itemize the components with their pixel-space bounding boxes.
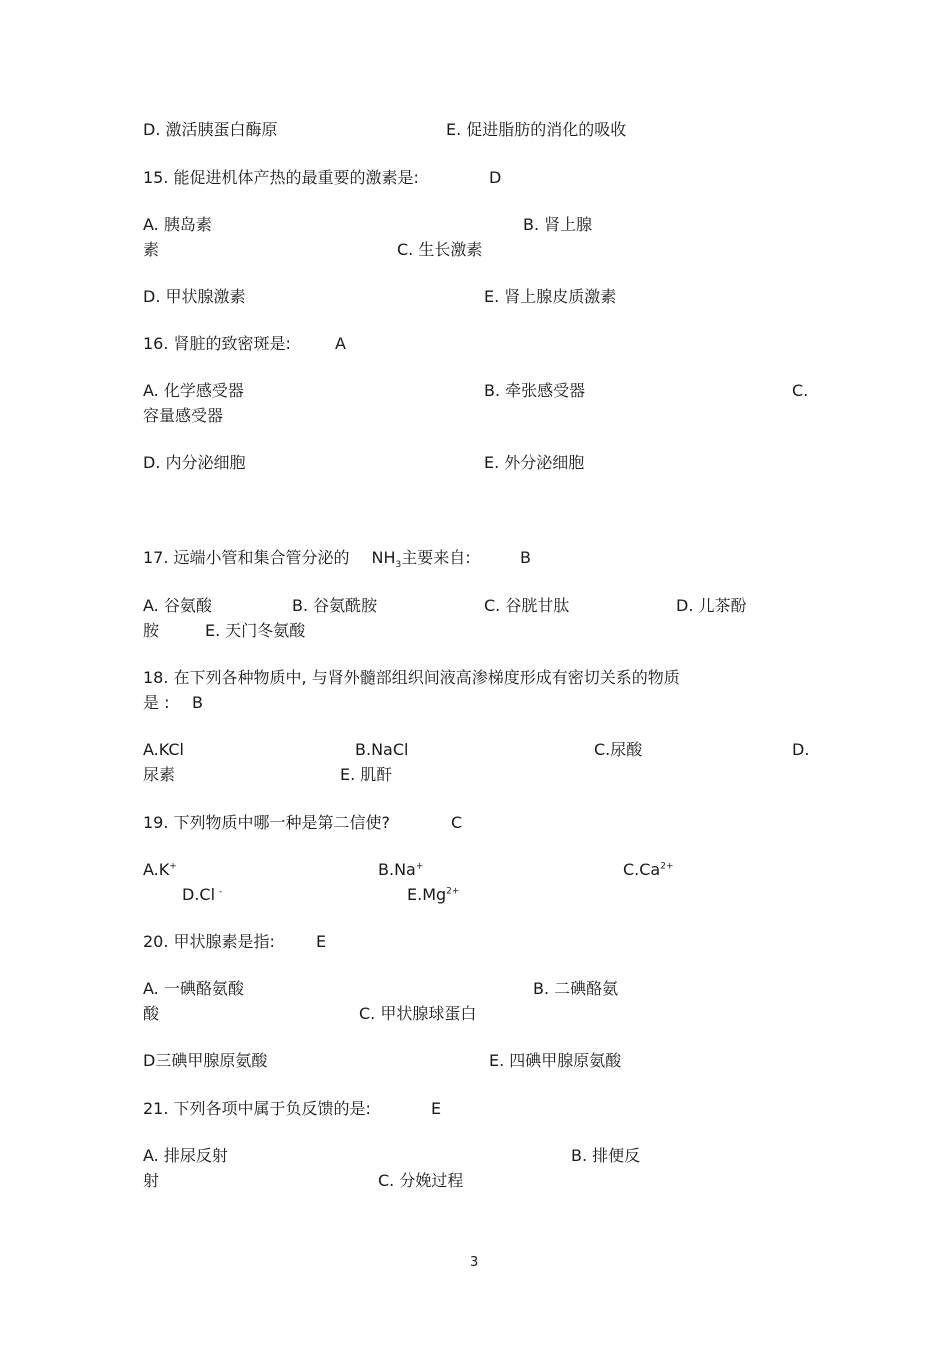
q17-option-d: D. 儿茶酚 — [676, 596, 747, 615]
q20-option-a: A. 一碘酪氨酸 — [143, 979, 244, 998]
q21-option-c: C. 分娩过程 — [378, 1171, 464, 1190]
q16-stem: 16. 肾脏的致密斑是: — [143, 334, 291, 353]
q16-option-a: A. 化学感受器 — [143, 381, 244, 400]
q16-option-c: C. — [792, 381, 809, 400]
q19-option-d: D.Cl - — [182, 885, 223, 904]
q18-option-b: B.NaCl — [355, 740, 409, 759]
q18-answer: B — [192, 693, 203, 712]
q15-answer: D — [489, 168, 502, 187]
q19-answer: C — [451, 813, 463, 832]
q18-option-c: C.尿酸 — [594, 740, 643, 759]
q17-option-b: B. 谷氨酰胺 — [292, 596, 378, 615]
q16-option-d: D. 内分泌细胞 — [143, 453, 246, 472]
q17-option-d-cont: 胺 — [143, 621, 160, 640]
q17-stem: 17. 远端小管和集合管分泌的 $NH_3$主要来自: — [143, 548, 471, 571]
q14-option-e: E. 促进脂肪的消化的吸收 — [446, 120, 627, 139]
q18-stem-line2: 是 : — [143, 693, 170, 712]
q19-option-b: B.Na+ — [378, 860, 424, 879]
q19-option-c: $C.Ca^{2+}$ — [623, 860, 674, 879]
q20-option-c: C. 甲状腺球蛋白 — [359, 1004, 477, 1023]
q18-option-e: E. 肌酐 — [340, 765, 393, 784]
q15-option-e: E. 肾上腺皮质激素 — [484, 287, 617, 306]
q17-answer: B — [520, 548, 531, 567]
q18-option-d-cont: 尿素 — [143, 765, 176, 784]
q14-option-d: D. 激活胰蛋白酶原 — [143, 120, 278, 139]
q18-option-a: A.KCl — [143, 740, 184, 759]
q15-option-c: C. 生长激素 — [397, 240, 483, 259]
q15-option-b-cont: 素 — [143, 240, 160, 259]
q19-option-e: $E.Mg^{2+}$ — [407, 885, 460, 904]
q16-option-c-cont: 容量感受器 — [143, 406, 224, 425]
q15-option-b: B. 肾上腺 — [523, 215, 593, 234]
q19-stem: 19. 下列物质中哪一种是第二信使? — [143, 813, 391, 832]
q18-option-d: D. — [792, 740, 810, 759]
q20-stem: 20. 甲状腺素是指: — [143, 932, 275, 951]
page-number: 3 — [470, 1255, 479, 1270]
q16-answer: A — [335, 334, 346, 353]
q17-option-e: E. 天门冬氨酸 — [205, 621, 306, 640]
q21-stem: 21. 下列各项中属于负反馈的是: — [143, 1099, 371, 1118]
q17-option-a: A. 谷氨酸 — [143, 596, 212, 615]
q19-option-a: A.K+ — [143, 860, 177, 879]
q21-answer: E — [431, 1099, 442, 1118]
q20-option-e: E. 四碘甲腺原氨酸 — [489, 1051, 622, 1070]
q20-option-b-cont: 酸 — [143, 1004, 160, 1023]
q20-option-d: D三碘甲腺原氨酸 — [143, 1051, 268, 1070]
q20-option-b: B. 二碘酪氨 — [533, 979, 619, 998]
q17-option-c: C. 谷胱甘肽 — [484, 596, 570, 615]
q16-option-b: B. 牵张感受器 — [484, 381, 586, 400]
q21-option-b-cont: 射 — [143, 1171, 160, 1190]
q18-stem-line1: 18. 在下列各种物质中, 与肾外髓部组织间液高渗梯度形成有密切关系的物质 — [143, 668, 680, 687]
q15-stem: 15. 能促进机体产热的最重要的激素是: — [143, 168, 419, 187]
q15-option-d: D. 甲状腺激素 — [143, 287, 246, 306]
q21-option-a: A. 排尿反射 — [143, 1146, 228, 1165]
q20-answer: E — [316, 932, 327, 951]
q16-option-e: E. 外分泌细胞 — [484, 453, 585, 472]
q21-option-b: B. 排便反 — [571, 1146, 641, 1165]
q15-option-a: A. 胰岛素 — [143, 215, 212, 234]
